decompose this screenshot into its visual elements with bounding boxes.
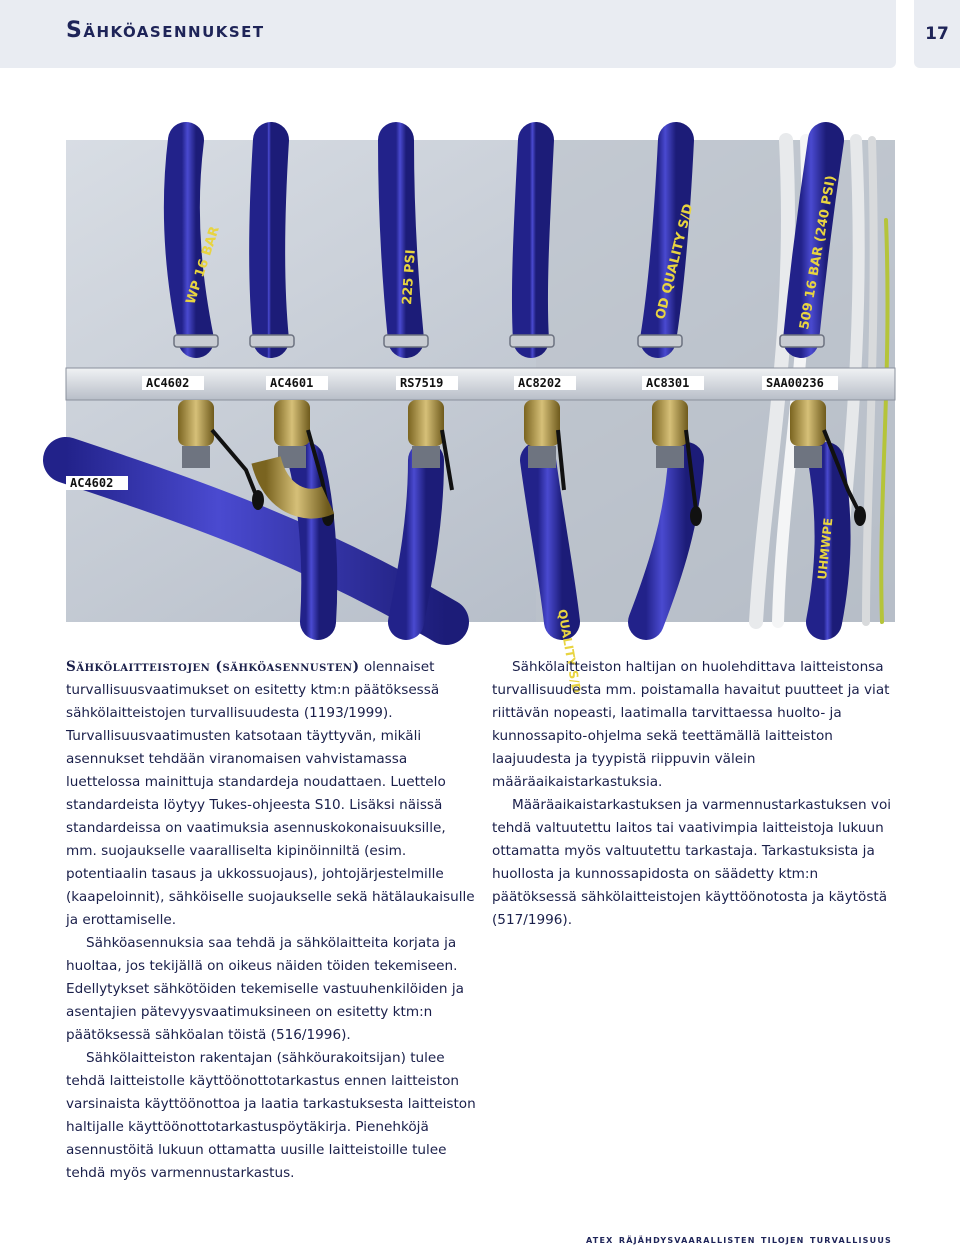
hose-text-5: QUALITY S/D [555,608,584,695]
right-column [492,656,902,932]
left-column [66,656,478,1185]
page-number-box [914,0,960,68]
tag-label-2: AC4601 [270,376,314,390]
right-paragraph-1: Sähkölaitteiston haltijan on huolehdittava laitteistonsa turvallisuudesta mm. poistamalla havaitut puutteet ja viat riittävän nopeasti, laatimalla tarvittaessa huolto- ja kunnossapito-ohjelma sekä teettämällä laitteiston laajuudesta ja tyypistä riippuvin välein määräaikaistarkastuksia. [492,659,890,790]
hose-text-6: UHMWPE [815,517,836,581]
tag-label-7: AC4602 [70,476,114,490]
hose-text-2: 225 PSI [400,248,419,306]
page-number: 17 [925,24,949,44]
footer-publication-title: atex räjähdysvaarallisten tilojen turvallisuus [586,1232,892,1246]
hose-text-4: 509 16 BAR (240 PSI) [797,174,840,331]
left-paragraph-2: Sähköasennuksia saa tehdä ja sähkölaitteita korjata ja huoltaa, jos tekijällä on oikeus näiden töiden tekemiseen. Edellytykset sähkötöiden tekemiselle vastuuhenkilöiden ja asentajien pätevyysvaatimuksineen on esitetty ktm:n päätöksessä sähköalan töistä (516/1996). [66,935,464,1043]
hose-text-1: WP 16 BAR [183,224,223,307]
left-paragraph-1-body: olennaiset turvallisuusvaatimukset on esitetty ktm:n päätöksessä sähkölaitteistojen turvallisuudesta (1193/1999). Turvallisuusvaatimusten katsotaan täyttyvän, mikäli asennukset tehdään viranomaisen vahvistamassa luettelossa mainittuja standardeja noudattaen. Luettelo standardeista löytyy Tukes-ohjeesta S10. Lisäksi näissä standardeissa on vaatimuksia asennuskokonaisuuksille, mm. suojaukselle vaaralliselta kipinöinniltä (esim. potentiaalin tasaus ja ukkossuojaus), johtojärjestelmille (kaapeloinnit), sähköiselle suojaukselle sekä hätälaukaisulle ja erottamiselle. [66,659,475,928]
section-title: Sähköasennukset [66,18,265,43]
left-paragraph-1 [66,656,478,932]
left-paragraph-3: Sähkölaitteiston rakentajan (sähköurakoitsijan) tulee tehdä laitteistolle käyttöönottotarkastus ennen laitteiston varsinaista käyttöönottoa ja laatia tarkastuksesta laitteiston haltijalle käyttöönottotarkastuspöytäkirja. Pienehköjä asennustöitä lukuun ottamatta uusille laitteistoille tulee tehdä myös varmennustarkastus. [66,1050,476,1181]
tag-label-6: SAA00236 [766,376,824,390]
tag-label-1: AC4602 [146,376,190,390]
lead-in-heading: Sähkölaitteistojen (sähköasennusten) [66,659,360,675]
right-paragraph-2: Määräaikaistarkastuksen ja varmennustarkastuksen voi tehdä valtuutettu laitos tai vaativimpia laitteistoja lukuun ottamatta myös valtuutettu tarkastaja. Tarkastuksista ja huollosta ja kunnossapidosta on säädetty ktm:n päätöksessä sähkölaitteistojen käyttöönotosta ja käytöstä (517/1996). [492,797,892,928]
hose-text-3: OD QUALITY S/D [653,202,697,321]
tag-label-5: AC8301 [646,376,690,390]
tag-label-4: AC8202 [518,376,562,390]
tag-label-3: RS7519 [400,376,444,390]
